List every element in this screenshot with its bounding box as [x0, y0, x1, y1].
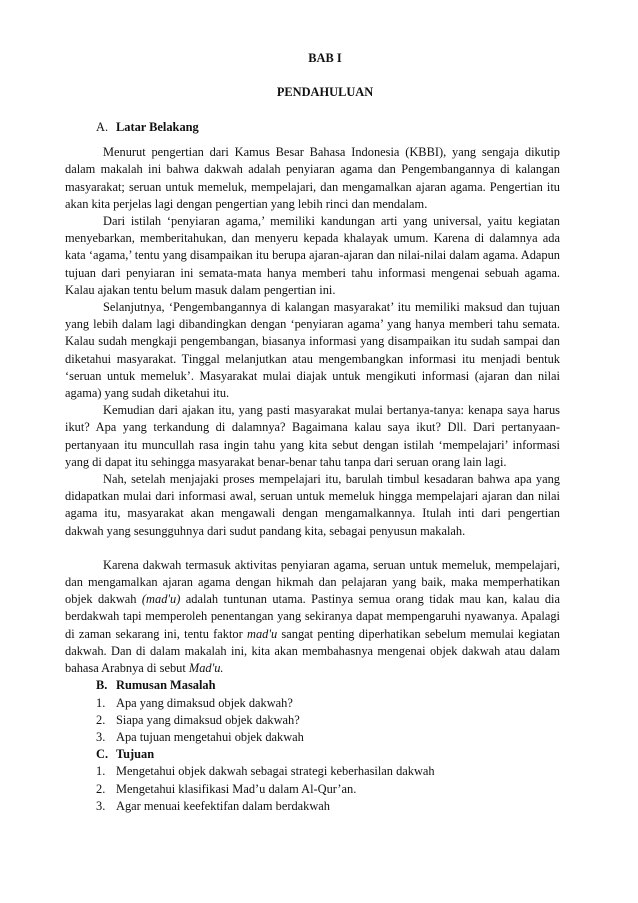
- document-body: [65, 119, 561, 815]
- paragraph-2: Dari istilah ‘penyiaran agama,’ memiliki kandungan arti yang universal, yaitu kegiatan menyebarkan, memberitahukan, dan menyeru kepada khalayak umum. Karena di dalamnya ada kata ‘agama,’ tentu yang disampaikan itu berupa ajaran-ajaran dan nilai-nilai dalam agama. Adapun tujuan dari penyiaran ini semata-mata hanya memberi tahu informasi mengenai sebuah agama. Kalau ajakan tentu belum masuk dalam pengertian ini.: [65, 214, 560, 297]
- list-item-text: Mengetahui objek dakwah sebagai strategi keberhasilan dakwah: [116, 764, 435, 779]
- section-b-label: B.: [96, 678, 108, 693]
- paragraph-3: Selanjutnya, ‘Pengembangannya di kalangan masyarakat’ itu memiliki maksud dan tujuan yang lebih dalam lagi dibandingkan dengan ‘penyiaran agama’ yang hanya memberi tahu semata. Kalau sudah mengkaji pengembangan, biasanya informasi yang disampaikan itu sudah sampai dan diketahui masyarakat. Tinggal melanjutkan atau mengembangkan informasi itu menjadi bentuk ‘seruan untuk memeluk’. Masyarakat mulai diajak untuk mengikuti informasi (ajaran dan nilai agama) yang sudah diketahui itu.: [65, 300, 560, 401]
- section-c-title: Tujuan: [116, 747, 155, 762]
- section-a-heading: [80, 119, 560, 136]
- list-item: [80, 781, 560, 798]
- paragraph-6: [65, 557, 560, 677]
- list-item: [80, 798, 560, 815]
- list-item-number: 3.: [96, 798, 106, 813]
- list-item: [80, 695, 560, 712]
- problem-list: [80, 695, 560, 747]
- paragraph-6-part-3: sangat penting diperhatikan sebelum memulai kegiatan dakwah. Dan di dalam makalah ini, kita akan membahasnya mengenai objek dakwah atau dalam bahasa Arabnya di sebut: [65, 626, 560, 676]
- objective-list: [80, 763, 560, 815]
- paragraph-1: Menurut pengertian dari Kamus Besar Bahasa Indonesia (KBBI), yang sengaja dikutip dalam makalah ini bahwa dakwah adalah penyiaran agama dan Pengembangannya di kalangan masyarakat; seruan untuk memeluk, mempelajari, dan mengamalkan ajaran agama. Pengertian itu akan kita perjelas lagi dengan pengertian yang lebih rinci dan mendalam.: [65, 145, 560, 211]
- chapter-heading: BAB I: [308, 51, 342, 65]
- paragraph-6-italic-3: Mad'u.: [188, 661, 224, 676]
- section-b-title: Rumusan Masalah: [116, 678, 216, 693]
- paragraph-4: Kemudian dari ajakan itu, yang pasti masyarakat mulai bertanya-tanya: kenapa saya harus ikut? Apa yang terkandung di dalamnya? Bagaimana kalau saya ikut? Dll. Dari pertanyaan-pertanyaan itu muncullah rasa ingin tahu yang kita sebut dengan istilah ‘mempelajari’ informasi yang di dapat itu sehingga masyarakat benar-benar tahu tanpa dari seruan orang lain lagi.: [65, 403, 560, 469]
- list-item-number: 1.: [96, 764, 106, 779]
- paragraph-6-part-2: adalah tuntunan utama. Pastinya semua orang tidak mau kan, kalau dia berdakwah tapi memperoleh penentangan yang sekiranya dapat mempengaruhi nyawanya. Apalagi di zaman sekarang ini, tentu faktor: [65, 592, 561, 641]
- list-item-text: Mengetahui klasifikasi Mad’u dalam Al-Qur’an.: [116, 781, 357, 796]
- list-item-number: 1.: [96, 695, 106, 710]
- list-item-text: Agar menuai keefektifan dalam berdakwah: [116, 798, 330, 813]
- list-item-text: Apa yang dimaksud objek dakwah?: [116, 695, 293, 710]
- section-b-heading: [80, 677, 560, 694]
- list-item-number: 3.: [96, 729, 106, 744]
- list-item-number: 2.: [96, 712, 106, 727]
- section-a-label: A.: [96, 120, 109, 134]
- section-a-title: Latar Belakang: [116, 120, 199, 134]
- paragraph-5: Nah, setelah menjajaki proses mempelajari itu, barulah timbul kesadaran bahwa apa yang didapatkan mulai dari informasi awal, seruan untuk memeluk hingga mempelajari ajaran dan nilai agama itu, masyarakat akan mengawali dengan mengamalkannya. Itulah inti dari pengertian dakwah yang sesungguhnya dari sudut pandang kita, sebagai penyusun makalah.: [65, 472, 560, 538]
- list-item: [80, 729, 560, 746]
- section-c-heading: [80, 746, 560, 763]
- list-item: [80, 763, 560, 780]
- chapter-title: PENDAHULUAN: [276, 85, 374, 99]
- section-c-label: C.: [96, 747, 109, 762]
- paragraph-6-part-1: Karena dakwah termasuk aktivitas penyiaran agama, seruan untuk memeluk, mempelajari, dan mengamalkan ajaran agama dengan hikmah dan pelajaran yang baik, maka memperhatikan objek dakwah: [65, 557, 560, 607]
- list-item-text: Siapa yang dimaksud objek dakwah?: [116, 712, 300, 727]
- list-item-number: 2.: [96, 781, 106, 796]
- paragraph-6-italic-1: (mad'u): [141, 592, 181, 607]
- paragraph-6-italic-2: mad'u: [247, 626, 278, 641]
- list-item-text: Apa tujuan mengetahui objek dakwah: [116, 729, 304, 744]
- background-text: [65, 144, 560, 677]
- list-item: [80, 712, 560, 729]
